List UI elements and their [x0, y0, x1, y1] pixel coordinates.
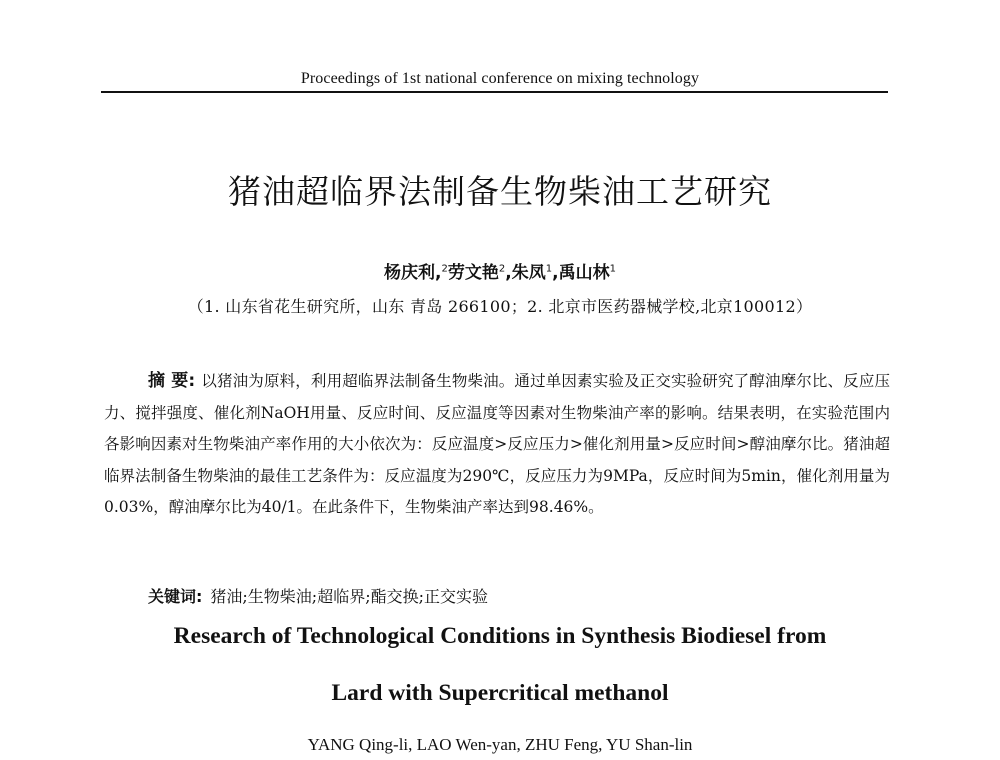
- abstract-body: [104, 366, 890, 524]
- running-head: Proceedings of 1st national conference on mixing technology: [300, 70, 700, 87]
- english-authors: YANG Qing-li, LAO Wen-yan, ZHU Feng, YU Shan-lin: [307, 735, 693, 754]
- keywords: [148, 584, 888, 607]
- author-2: 劳文艳: [447, 263, 499, 283]
- abstract-label: 摘 要:: [148, 371, 196, 391]
- english-title-line-2: Lard with Supercritical methanol: [331, 680, 669, 706]
- author-1-affil-mark: 2: [441, 263, 448, 275]
- author-3: 朱凤: [511, 263, 546, 283]
- chinese-title: 猪油超临界法制备生物柴油工艺研究: [228, 172, 772, 211]
- author-separator: ,: [552, 263, 559, 283]
- author-2-affil-mark: 2: [498, 263, 506, 275]
- author-separator: ,: [505, 263, 512, 283]
- author-3-affil-mark: 1: [545, 263, 553, 275]
- affiliations: （1. 山东省花生研究所，山东 青岛 266100；2. 北京市医药器械学校,北京100012）: [187, 297, 813, 316]
- author-list: [0, 258, 1000, 283]
- author-4-affil-mark: 1: [609, 263, 616, 275]
- keywords-label: 关键词:: [148, 587, 203, 606]
- header-rule: [101, 91, 888, 93]
- keywords-text: 猪油;生物柴油;超临界;酯交换;正交实验: [210, 587, 488, 606]
- abstract: [104, 366, 890, 524]
- english-title-line-1: Research of Technological Conditions in Synthesis Biodiesel from: [173, 623, 827, 649]
- author-1: 杨庆利,: [384, 263, 442, 283]
- abstract-text: 以猪油为原料，利用超临界法制备生物柴油。通过单因素实验及正交实验研究了醇油摩尔比、反应压力、搅拌强度、催化剂NaOH用量、反应时间、反应温度等因素对生物柴油产率的影响。结果表明，在实验范围内各影响因素对生物柴油产率作用的大小依次为：反应温度>反应压力>催化剂用量>反应时间>醇油摩尔比。猪油超临界法制备生物柴油的最佳工艺条件为：反应温度为290℃，反应压力为9MPa，反应时间为5min，催化剂用量为0.03%，醇油摩尔比为40/1。在此条件下，生物柴油产率达到98.46%。: [104, 372, 890, 516]
- author-4: 禹山林: [558, 263, 610, 283]
